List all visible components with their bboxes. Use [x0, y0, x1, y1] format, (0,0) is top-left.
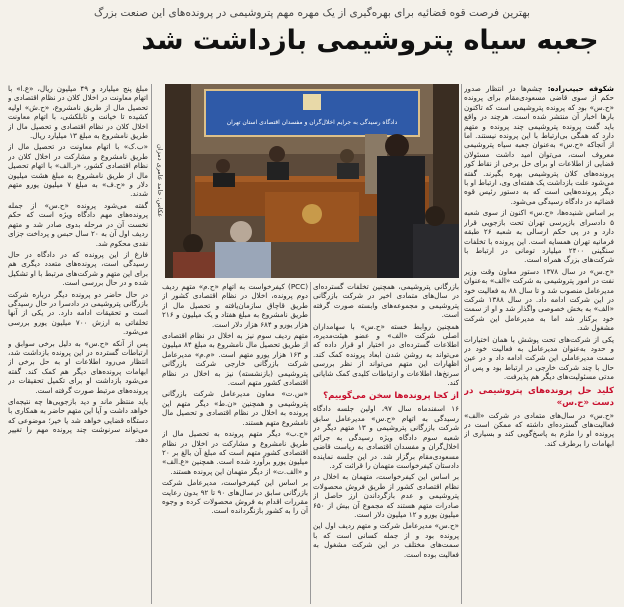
column-3	[162, 282, 308, 604]
column-1-paragraph: یکی از شرکت‌های تحت پوشش با همان اختیارات و حدود به‌عنوان مدیرعامل به فعالیت خود در سمت مدیرعاملی این شرکت ادامه داد و در عین حال با چند شرکت خارجی در ارتباط بود و پس از مدتی مسئولیت‌های دیگر هم پذیرفت.	[464, 334, 614, 382]
column-4-paragraph: باید منتظر ماند و دید بازجویی‌ها چه نتیجه‌ای خواهد داشت و آیا این متهم حاضر به همکاری با دستگاه قضایی خواهد شد یا خیر؛ موضوعی که می‌تواند سرنوشت چند پرونده مهم را تغییر دهد.	[8, 397, 148, 444]
column-4-paragraph: گفته می‌شود پرونده «ح.س» از جمله پرونده‌های مهم دادگاه ویژه است که حکم نخست آن در مرحله بدوی صادر شد و متهم ردیف اول آن به ۲۰ سال حبس و پرداخت جزای نقدی محکوم شد.	[8, 200, 148, 248]
column-1-paragraph: «ح.س» در سال‌های متمادی در شرکت «الف» فعالیت‌های گسترده‌ای داشته که ممکن است در پرونده او را ملزم به پاسخ‌گویی کند و بسیاری از ابهامات را برطرف کند.	[464, 410, 614, 448]
column-4-paragraph: در حال حاضر دو پرونده دیگر درباره شرکت بازرگانی پتروشیمی در دادسرا در حال رسیدگی است و تحقیقات ادامه دارد. در یکی از آنها تخلفاتی به ارزش ۷۰۰ میلیون یورو بررسی می‌شود.	[8, 289, 148, 337]
subhead-key-role: کلید حل پرونده‌های پتروشیمی در دست «ح.س»	[464, 385, 614, 408]
column-4-paragraph: پس از آنکه «ح.س» به دلیل برخی سوابق و ارتباطات گسترده در این پرونده بازداشت شد، انتظار می‌رود اطلاعات او به حل برخی از ابهامات پرونده‌های دیگر هم کمک کند. گفته می‌شود بازداشت او برای تکمیل تحقیقات در پرونده‌های مرتبط صورت گرفته است.	[8, 338, 148, 395]
column-divider	[310, 282, 311, 604]
photo-credit: عکاس: حامد عامری دمزان	[156, 144, 164, 218]
column-4	[8, 84, 148, 604]
column-2	[313, 282, 459, 604]
column-3-paragraph: «س.ت» معاون مدیرعامل شرکت بازرگانی پتروشیمی و همچنین «ن.ط» دیگر متهم این پرونده به اخلال در نظام اقتصادی و تحصیل مال نامشروع متهم هستند.	[162, 389, 308, 427]
subhead-cases: از کجا پرونده‌ها سخن می‌گوییم؟	[323, 391, 459, 402]
column-1-paragraph: بر اساس شنیده‌ها، «ح.س» اکنون از سوی شعبه ۵ دادسرای بازپرسی تهران تحت بازجویی قرار دارد و در پی حکم ارسالی به شعبه ۲۶ طبقه فرمانیه تهران همسایه است. این پرونده با تخلفات سنگینی ۲۴۰۰ میلیارد تومانی در ارتباط با شرکت‌های بزرگ همراه است.	[464, 208, 614, 265]
column-2-paragraph: ۱۶ اسفندماه سال ۹۷، اولین جلسه دادگاه رسیدگی به اتهام «ح.س» مدیرعامل سابق شرکت بازرگانی پتروشیمی و ۱۳ متهم دیگر در شعبه سوم دادگاه ویژه رسیدگی به جرائم اخلال‌گران و مفسدان اقتصادی به ریاست قاضی مسعودی‌مقام برگزار شد. در این جلسه نماینده دادستان کیفرخواست متهمان را قرائت کرد.	[313, 404, 459, 470]
column-2-paragraph: همچنین روابط خسته «ح.س» با سهامداران اصلی شرکت «الف» و عضو هیئت‌مدیره، اطلاعات گسترده‌ای در اختیار او قرار داده که می‌تواند به روشن شدن ابعاد پرونده کمک کند. اظهارات این متهم می‌تواند از نظر بررسی سرنخ‌ها، اطلاعات و ارتباطات کلیدی کمک شایانی کند.	[313, 321, 459, 388]
column-divider	[151, 84, 152, 604]
article-headline: جعبه سیاه پتروشیمی بازداشت شد	[141, 25, 599, 56]
hall-sign-text: دادگاه رسیدگی به جرایم اخلال‌گران و مفسدان اقتصادی استان تهران	[226, 119, 398, 126]
column-4-paragraph: «ب.ک» با اتهام معاونت در تحصیل مال از طریق نامشروع و مشارکت در اخلال کلان در نظام اقتصادی کشور، «ر.الف» با اتهام تحصیل مال از طریق نامشروع به مبلغ هشت میلیون دلار و «ح.ف» به مبلغ ۷ میلیون یورو متهم شدند.	[8, 142, 148, 199]
column-2-paragraph: بر اساس این کیفرخواست، متهمان به اخلال در نظام اقتصادی کشور از طریق فروش محصولات پتروشیمی و عدم بازگرداندن ارز حاصل از صادرات متهم هستند که مجموع آن بیش از ۶۵۰ میلیون یورو و ۱۲ میلیون دلار است.	[313, 472, 459, 519]
column-2-paragraph: «ح.س» مدیرعامل شرکت و متهم ردیف اول این پرونده بود و از جمله کسانی است که با سمت‌های مختلف در این شرکت مشغول به فعالیت بوده است.	[313, 521, 459, 559]
column-2-paragraph: بازرگانی پتروشیمی، همچنین تخلفات گسترده‌ای در سال‌های متمادی اخیر در شرکت بازرگانی پتروشیمی و مجموعه‌های وابسته صورت گرفته است.	[313, 282, 459, 320]
column-4-paragraph: مبلغ پنج میلیارد و ۴۹ میلیون ریال، «ع.ا» با اتهام معاونت در اخلال کلان در نظام اقتصادی و تحصیل مال از طریق نامشروع، «ح.ش» اولیه کشیده تا خیانت و تابلکشی، با اتهام معاونت اخلال کلان در نظام اقتصادی و تحصیل مال از طریق نامشروع به مبلغ ۱۳ میلیارد ریال.	[8, 84, 148, 141]
column-1-paragraph: شکوفه حبیب‌زاده: چشم‌ها در انتظار صدور حکم از سوی قاضی مسعودی‌مقام برای پرونده «ح.س» بود که پرونده پتروشیمی است که تاکنون بارها اخبار آن منتشر شده است. هرچند در واقع باید گفت پرونده پتروشیمی چند پرونده و متهم دارد که همگی بی‌ارتباط با این پرونده نیستند. اما از آنجاکه «ح.س» به‌عنوان جعبه سیاه پتروشیمی معروف است، می‌توان امید داشت مسئولان قضایی از اطلاعات او برای حل برخی از نقاط کور پرونده‌های کلان پتروشیمی بهره بگیرند. گفته می‌شود علت بازداشت یک هفته‌ای وی، ارتباط او با دیگر پرونده‌هایی است که به دستور رئیس قوه قضائیه در دادگاه رسیدگی می‌شود.	[464, 84, 614, 206]
column-3-paragraph: «ح.ب» دیگر متهم پرونده به تحصیل مال از طریق نامشروع و مشارکت در اخلال در نظام اقتصادی کشور متهم است که مبلغ آن بالغ بر ۲۰ میلیون یورو برآورد شده است. همچنین «ع.الف» و «الف.ت» از دیگر متهمان این پرونده هستند.	[162, 429, 308, 476]
column-3-paragraph: بر اساس این کیفرخواست، مدیرعامل شرکت بازرگانی سابق در سال‌های ۹۰ تا ۹۲ بدون رعایت مقررات اقدام به فروش محصولات کرده و وجوه آن را به کشور بازنگردانده است.	[162, 478, 308, 516]
column-divider	[461, 84, 462, 604]
column-1	[464, 84, 614, 604]
courtroom-photo	[165, 84, 459, 278]
courtroom-scene-image	[165, 84, 459, 278]
column-4-paragraph: فارغ از این پرونده که در دادگاه در حال رسیدگی است، پرونده‌های متعدد دیگری هم برای این متهم و شرکت‌های مرتبط با او تشکیل شده و در حال بررسی است.	[8, 249, 148, 288]
column-3-paragraph: متهم ردیف سوم نیز به اخلال در نظام اقتصادی از طریق تحصیل مال نامشروع به مبلغ ۸۴ میلیون و ۱۶۳ هزار یورو متهم است. «م.م» مدیرعامل شرکت بازرگانی خارجی شرکت بازرگانی پتروشیمی (بازنشسته) نیز به اخلال در نظام اقتصادی کشور متهم است.	[162, 331, 308, 388]
article-kicker: بهترین فرصت قوه قضائیه برای بهره‌گیری از یک مهره مهم پتروشیمی در پرونده‌های این صنعت بزرگ	[94, 7, 530, 19]
author-name: شکوفه حبیب‌زاده:	[547, 84, 614, 93]
column-3-paragraph: (PCC) کیفرخواست به اتهام «ح.م» متهم ردیف دوم پرونده، اخلال در نظام اقتصادی کشور از طریق قاچاق سازمان‌یافته و تحصیل مال از طریق نامشروع به مبلغ هفتاد و یک میلیون و ۲۱۶ هزار یورو و ۶۸۴ هزار دلار است.	[162, 282, 308, 329]
column-1-paragraph: «ح.س» در سال ۱۳۷۸ دستور معاون وقت وزیر نفت در امور پتروشیمی به شرکت «الف» به‌عنوان مدیرعامل منصوب شد و تا سال ۸۸ به فعالیت خود در این شرکت ادامه داد. در سال ۱۳۸۸ شرکت «الف» به بخش خصوصی واگذار شد و او از سمت خود برکنار شد اما به مدیرعامل این شرکت مشغول شد.	[464, 266, 614, 333]
